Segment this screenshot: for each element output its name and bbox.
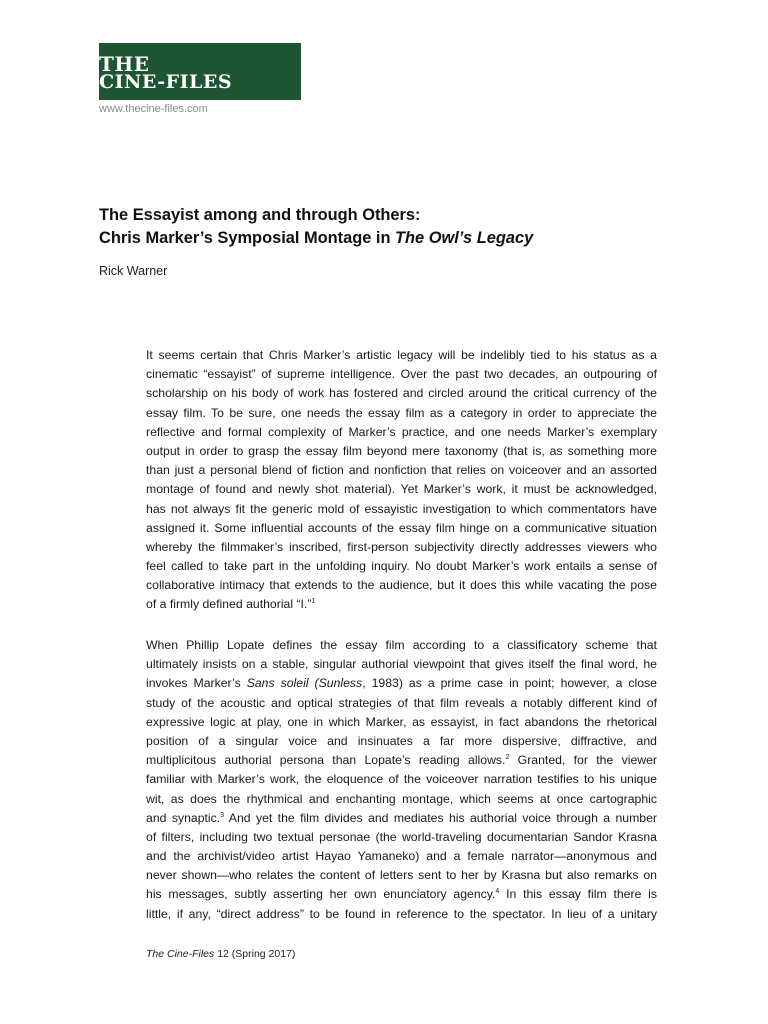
issue-info: 12 (Spring 2017): [214, 948, 296, 960]
paragraph-line: scholarship on his body of work has fostered and circled around the critical currency of the: [146, 386, 657, 401]
paragraph-line: [146, 809, 657, 828]
paragraph-line: ultimately insists on a stable, singular authorial viewpoint that gives itself the final word, he: [146, 657, 657, 672]
paragraph-line: [146, 595, 657, 614]
journal-name: The Cine-Files: [146, 948, 215, 960]
paragraph-line: When Phillip Lopate defines the essay film according to a classificatory scheme that: [146, 638, 657, 652]
paragraph-2: [146, 636, 657, 924]
paragraph-line: output in order to grasp the essay film beyond mere taxonomy (that is, as something more: [146, 443, 657, 458]
paragraph-line: study of the acoustic and optical strategies of that film reveals a notably different kind of: [146, 695, 657, 710]
title-line-2: [99, 227, 699, 250]
text-run: Granted, for the viewer: [509, 753, 657, 768]
paragraph-line: reflective and formal complexity of Marker’s practice, and one needs Marker’s exemplary: [146, 424, 657, 439]
paragraph-line: [146, 674, 657, 693]
page-footer: [146, 948, 295, 960]
site-url: www.thecine-files.com: [99, 103, 208, 115]
article-title: [99, 204, 699, 250]
footnote-marker[interactable]: 4: [495, 888, 500, 896]
author-name: Rick Warner: [99, 264, 168, 278]
cine-files-logo: [99, 43, 301, 100]
paragraph-line: of filters, including two textual personae (the world-traveling documentarian Sandor Krasna: [146, 829, 657, 844]
text-run: And yet the film divides and mediates his authorial voice through a number: [224, 810, 657, 825]
logo-line-2: CINE-FILES: [99, 71, 233, 93]
paragraph-line: feel called to take part in the unfolding inquiry. No doubt Marker’s work entails a sense of: [146, 559, 657, 574]
title-film-name: The Owl’s Legacy: [395, 229, 534, 247]
paragraph-1: [146, 346, 657, 615]
text-run: In this essay film there is: [499, 887, 657, 902]
paragraph-line: [146, 885, 657, 904]
text-run: , 1983) as a prime case in point; however, a close: [362, 676, 657, 691]
paragraph-line: wit, as does the rhythmical and enchanting montage, which seems at once cartographic: [146, 791, 657, 806]
text-run: and synaptic.: [146, 810, 221, 825]
paragraph-line: cinematic “essayist” of supreme intelligence. Over the past two decades, an outpouring of: [146, 367, 657, 382]
text-run: invokes Marker’s: [146, 676, 247, 691]
paragraph-line: than just a personal blend of fiction and nonfiction that relies on voiceover and an assorted: [146, 463, 657, 478]
footnote-marker[interactable]: 3: [220, 811, 225, 819]
paragraph-line: whereby the filmmaker’s inscribed, first-person subjectivity directly addresses viewers who: [146, 539, 657, 554]
paragraph-line: montage of found and newly shot material). Yet Marker’s work, it must be acknowledged,: [146, 482, 657, 497]
title-line-2-text: Chris Marker’s Symposial Montage in: [99, 229, 396, 247]
text-run: of a firmly defined authorial “I.”: [146, 597, 312, 612]
text-run: his messages, subtly asserting her own enunciatory agency.: [146, 887, 496, 902]
logo-line-1: THE: [99, 52, 150, 76]
footnote-marker[interactable]: 2: [505, 754, 510, 762]
paragraph-line: never shown—who relates the content of letters sent to her by Krasna but also remarks on: [146, 868, 657, 883]
paragraph-line: and the archivist/video artist Hayao Yamaneko) and a female narrator—anonymous and: [146, 849, 657, 864]
paragraph-line: has not always fit the generic mold of essayistic investigation to which commentators have: [146, 501, 657, 516]
paragraph-line: position of a singular voice and insinuates a far more dispersive, diffractive, and: [146, 733, 657, 748]
paragraph-line: little, if any, “direct address” to be found in reference to the spectator. In lieu of a unitary: [146, 906, 657, 921]
title-line-1: The Essayist among and through Others:: [99, 206, 421, 224]
paragraph-line: essay film. To be sure, one needs the essay film as a category in order to appreciate the: [146, 405, 657, 420]
paragraph-line: familiar with Marker’s work, the eloquence of the voiceover narration testifies to his unique: [146, 772, 657, 787]
paragraph-line: assigned it. Some influential accounts of the essay film hinge on a communicative situation: [146, 520, 657, 535]
paragraph-line: expressive logic at play, one in which Marker, as essayist, in fact abandons the rhetorical: [146, 714, 657, 729]
text-run: multiplicitous authorial persona than Lopate’s reading allows.: [146, 753, 506, 768]
film-title: Sans soleil (Sunless: [246, 676, 363, 691]
paragraph-line: It seems certain that Chris Marker’s artistic legacy will be indelibly tied to his status as a: [146, 348, 657, 362]
footnote-marker[interactable]: 1: [311, 598, 316, 606]
paragraph-line: [146, 751, 657, 770]
paragraph-line: collaborative intimacy that extends to the audience, but it does this while vacating the pose: [146, 578, 657, 593]
